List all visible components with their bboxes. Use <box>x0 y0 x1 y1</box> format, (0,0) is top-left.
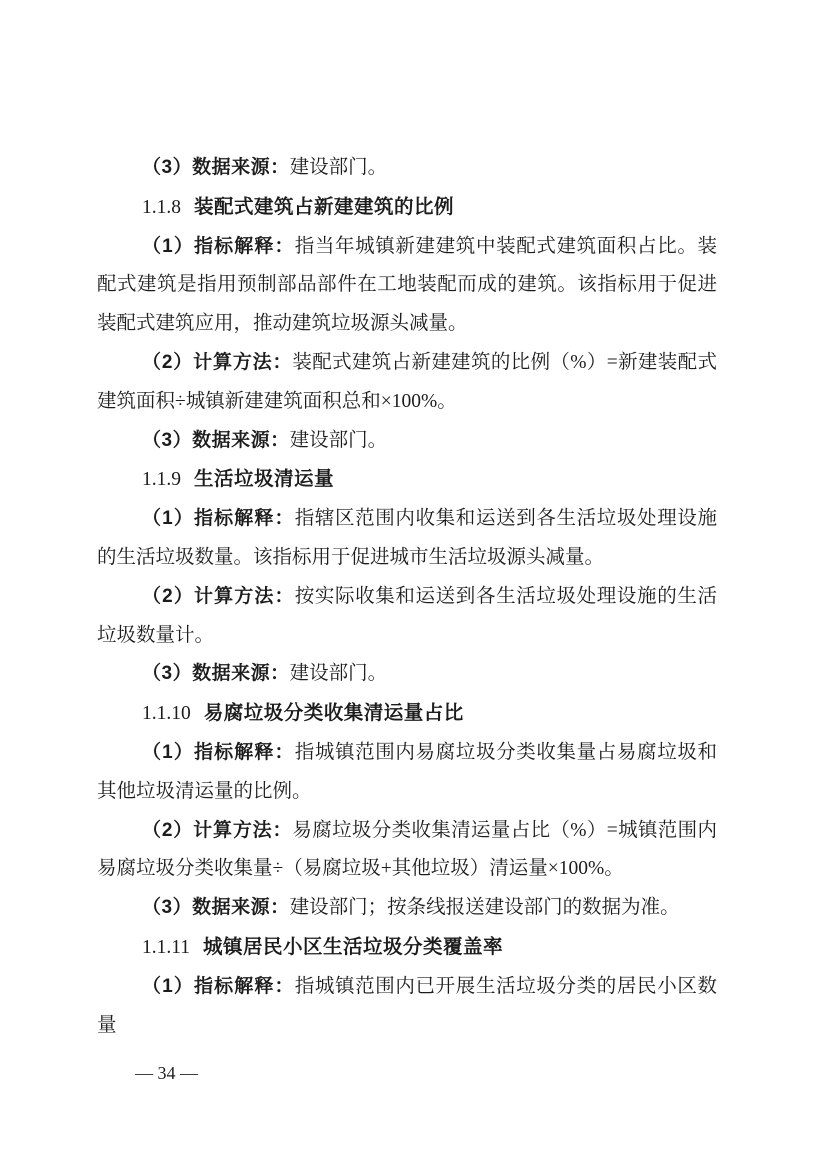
paragraph <box>97 655 717 694</box>
paragraph <box>97 734 717 812</box>
paragraph <box>97 149 717 188</box>
paragraph-label: （2）计算方法： <box>142 819 293 841</box>
paragraph-text: 指城镇范围内易腐垃圾分类收集量占易腐垃圾和其他垃圾清运量的比例。 <box>97 741 717 802</box>
paragraph-label: （1）指标解释： <box>142 235 295 257</box>
paragraph <box>97 889 717 928</box>
paragraph-text: 建设部门。 <box>289 663 388 685</box>
paragraph <box>97 812 717 890</box>
paragraph <box>97 578 717 656</box>
heading-title: 装配式建筑占新建建筑的比例 <box>194 195 455 218</box>
paragraph-text: 建设部门。 <box>289 429 388 451</box>
paragraph-text: 建设部门。 <box>289 157 388 178</box>
section-heading <box>97 928 717 968</box>
paragraph-label: （3）数据来源： <box>142 157 290 178</box>
paragraph <box>97 344 717 422</box>
paragraph-text: 指当年城镇新建建筑中装配式建筑面积占比。装配式建筑是指用预制部品部件在工地装配而成的建筑。该指标用于促进装配式建筑应用，推动建筑垃圾源头减量。 <box>97 235 717 335</box>
page-footer <box>135 1061 198 1085</box>
heading-number: 1.1.11 <box>142 936 191 958</box>
paragraph-label: （3）数据来源： <box>142 897 290 919</box>
paragraph-text: 易腐垃圾分类收集清运量占比（%）=城镇范围内易腐垃圾分类收集量÷（易腐垃圾+其他垃圾）清运量×100%。 <box>97 819 717 880</box>
section-heading <box>97 694 717 734</box>
paragraph-text: 指城镇范围内已开展生活垃圾分类的居民小区数量 <box>97 975 717 1036</box>
paragraph-text: 装配式建筑占新建建筑的比例（%）=新建装配式建筑面积÷城镇新建建筑面积总和×100%。 <box>97 351 717 412</box>
paragraph <box>97 968 717 1046</box>
paragraph-label: （2）计算方法： <box>142 585 295 607</box>
paragraph-label: （3）数据来源： <box>142 663 290 685</box>
paragraph-label: （3）数据来源： <box>142 429 290 451</box>
paragraph-text: 指辖区范围内收集和运送到各生活垃圾处理设施的生活垃圾数量。该指标用于促进城市生活垃圾源头减量。 <box>97 508 717 568</box>
paragraph <box>97 500 717 578</box>
heading-number: 1.1.10 <box>142 703 191 725</box>
section-heading <box>97 188 717 228</box>
heading-title: 生活垃圾清运量 <box>194 468 335 491</box>
paragraph-label: （1）指标解释： <box>142 508 295 530</box>
paragraph-label: （1）指标解释： <box>142 741 295 763</box>
paragraph <box>97 422 717 461</box>
document-body <box>97 149 717 1045</box>
heading-title: 易腐垃圾分类收集清运量占比 <box>203 702 464 725</box>
paragraph-text: 按实际收集和运送到各生活垃圾处理设施的生活垃圾数量计。 <box>97 585 717 646</box>
paragraph <box>97 228 717 344</box>
heading-number: 1.1.8 <box>142 196 181 218</box>
paragraph-text: 建设部门；按条线报送建设部门的数据为准。 <box>289 897 680 919</box>
paragraph-label: （1）指标解释： <box>142 975 295 997</box>
heading-title: 城镇居民小区生活垃圾分类覆盖率 <box>203 935 504 958</box>
paragraph-label: （2）计算方法： <box>142 351 293 373</box>
heading-number: 1.1.9 <box>142 469 181 491</box>
page-number: — 34 — <box>135 1063 198 1083</box>
section-heading <box>97 460 717 500</box>
